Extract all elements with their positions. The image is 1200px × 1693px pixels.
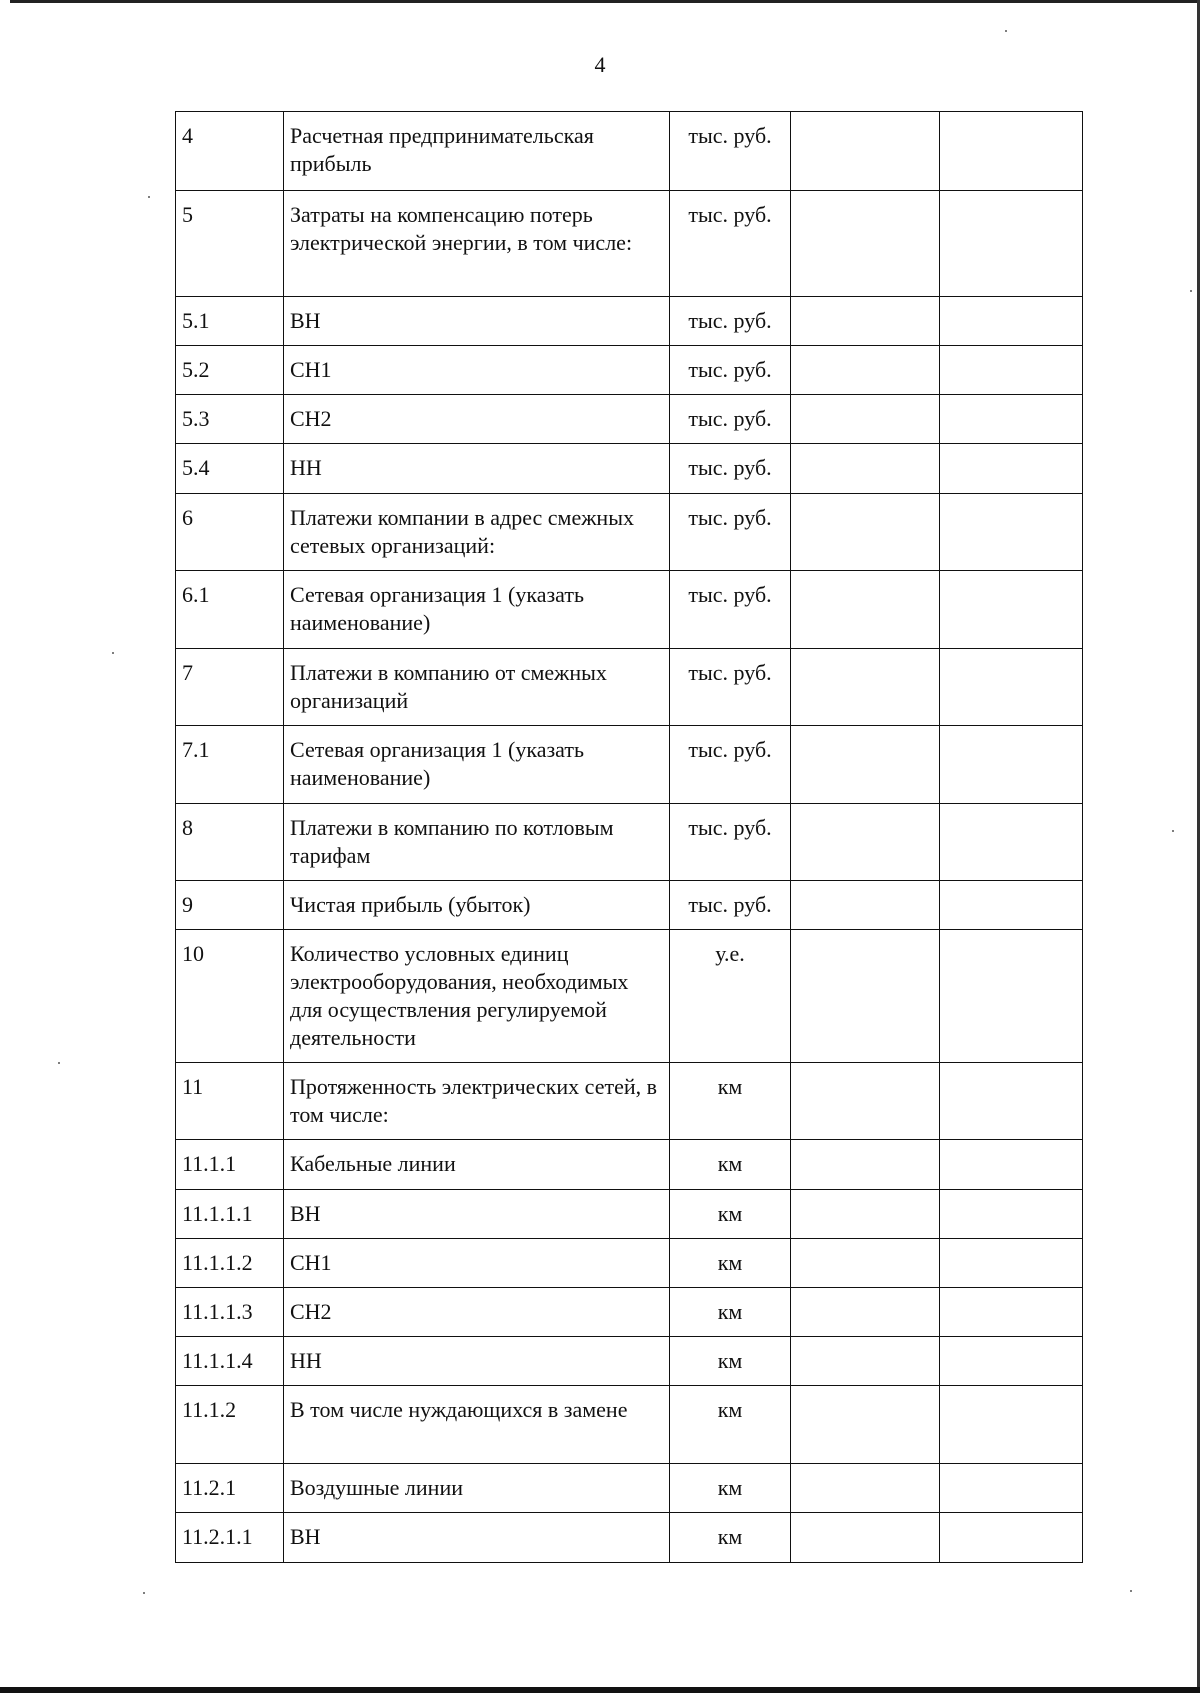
row-value-cell [791,112,940,191]
table-row [176,494,1083,571]
row-number: 11.1.1 [176,1140,284,1190]
row-indicator-name: СН1 [284,346,670,395]
row-unit: тыс. руб. [670,112,791,191]
row-indicator-name: Расчетная предпринимательская прибыль [284,112,670,191]
table-row [176,930,1083,1063]
row-value-cell [791,395,940,444]
row-indicator-name: СН1 [284,1239,670,1288]
row-number: 9 [176,881,284,930]
row-number: 10 [176,930,284,1063]
row-unit: тыс. руб. [670,297,791,346]
row-unit: тыс. руб. [670,649,791,726]
row-value-cell [791,191,940,297]
row-value-cell [940,346,1083,395]
row-unit: км [670,1386,791,1464]
row-indicator-name: Платежи компании в адрес смежных сетевых организаций: [284,494,670,571]
row-unit: км [670,1190,791,1239]
row-indicator-name: ВН [284,1190,670,1239]
row-value-cell [940,1140,1083,1190]
row-value-cell [940,881,1083,930]
table-row [176,1386,1083,1464]
table-row [176,297,1083,346]
row-value-cell [940,726,1083,804]
row-unit: км [670,1140,791,1190]
table-row [176,1288,1083,1337]
row-unit: тыс. руб. [670,191,791,297]
table-row [176,649,1083,726]
row-number: 11.2.1 [176,1464,284,1513]
row-unit: км [670,1513,791,1563]
row-value-cell [940,1190,1083,1239]
row-value-cell [940,571,1083,649]
row-value-cell [791,930,940,1063]
row-indicator-name: Воздушные линии [284,1464,670,1513]
row-indicator-name: Платежи в компанию от смежных организаций [284,649,670,726]
row-value-cell [791,571,940,649]
row-value-cell [940,112,1083,191]
row-number: 11.1.1.4 [176,1337,284,1386]
row-value-cell [791,726,940,804]
table-row [176,804,1083,881]
table-row [176,1239,1083,1288]
row-number: 11 [176,1063,284,1140]
row-value-cell [940,1464,1083,1513]
row-number: 5.1 [176,297,284,346]
row-value-cell [940,1288,1083,1337]
scan-speck [58,1062,60,1064]
row-number: 7.1 [176,726,284,804]
row-unit: тыс. руб. [670,804,791,881]
table-row [176,1337,1083,1386]
row-value-cell [791,494,940,571]
row-value-cell [791,444,940,494]
row-number: 11.1.1.2 [176,1239,284,1288]
scan-speck [148,196,150,198]
row-indicator-name: ВН [284,1513,670,1563]
scan-speck [1190,290,1192,292]
scan-edge-top [10,0,1200,3]
row-value-cell [940,649,1083,726]
row-unit: км [670,1239,791,1288]
row-indicator-name: СН2 [284,1288,670,1337]
row-number: 8 [176,804,284,881]
row-number: 5 [176,191,284,297]
row-indicator-name: В том числе нуждающихся в замене [284,1386,670,1464]
row-unit: тыс. руб. [670,571,791,649]
row-indicator-name: Протяженность электрических сетей, в том числе: [284,1063,670,1140]
row-unit: тыс. руб. [670,444,791,494]
table-row [176,346,1083,395]
row-value-cell [791,1190,940,1239]
row-unit: км [670,1063,791,1140]
row-value-cell [940,804,1083,881]
row-number: 5.4 [176,444,284,494]
row-value-cell [791,1239,940,1288]
scan-edge-bottom [0,1687,1200,1693]
row-value-cell [940,494,1083,571]
row-number: 11.2.1.1 [176,1513,284,1563]
row-indicator-name: Количество условных единиц электрооборудования, необходимых для осуществления регулируемой деятельности [284,930,670,1063]
row-number: 11.1.2 [176,1386,284,1464]
row-value-cell [940,1063,1083,1140]
row-unit: тыс. руб. [670,395,791,444]
table-row [176,571,1083,649]
row-value-cell [940,1386,1083,1464]
row-indicator-name: Чистая прибыль (убыток) [284,881,670,930]
row-unit: тыс. руб. [670,881,791,930]
row-value-cell [791,804,940,881]
row-value-cell [791,649,940,726]
row-number: 6.1 [176,571,284,649]
row-unit: тыс. руб. [670,346,791,395]
row-value-cell [791,1513,940,1563]
scan-speck [1172,830,1174,832]
row-number: 4 [176,112,284,191]
row-number: 5.3 [176,395,284,444]
row-number: 11.1.1.1 [176,1190,284,1239]
row-unit: тыс. руб. [670,494,791,571]
row-value-cell [791,1140,940,1190]
row-number: 5.2 [176,346,284,395]
table-row [176,1513,1083,1563]
row-indicator-name: Сетевая организация 1 (указать наименование) [284,726,670,804]
row-value-cell [940,395,1083,444]
row-value-cell [791,297,940,346]
data-table [175,111,1083,1563]
row-indicator-name: ВН [284,297,670,346]
table-row [176,112,1083,191]
row-indicator-name: Затраты на компенсацию потерь электрической энергии, в том числе: [284,191,670,297]
table-row [176,1464,1083,1513]
row-value-cell [940,297,1083,346]
table-row [176,395,1083,444]
page-number: 4 [594,52,606,77]
scan-speck [112,652,114,654]
row-indicator-name: Сетевая организация 1 (указать наименование) [284,571,670,649]
row-value-cell [940,191,1083,297]
row-value-cell [791,1337,940,1386]
row-value-cell [940,1337,1083,1386]
table-row [176,444,1083,494]
scan-speck [1005,30,1007,32]
scan-speck [1130,1590,1132,1592]
row-number: 11.1.1.3 [176,1288,284,1337]
row-unit: у.е. [670,930,791,1063]
table-row [176,191,1083,297]
table-row [176,1190,1083,1239]
row-indicator-name: НН [284,1337,670,1386]
row-unit: км [670,1288,791,1337]
row-value-cell [791,1464,940,1513]
scan-speck [143,1592,145,1594]
row-indicator-name: Платежи в компанию по котловым тарифам [284,804,670,881]
row-unit: км [670,1464,791,1513]
row-value-cell [791,881,940,930]
row-value-cell [940,930,1083,1063]
row-value-cell [940,1239,1083,1288]
row-value-cell [791,1063,940,1140]
row-value-cell [940,444,1083,494]
table-row [176,1063,1083,1140]
table-row [176,881,1083,930]
row-value-cell [791,346,940,395]
row-indicator-name: НН [284,444,670,494]
row-number: 6 [176,494,284,571]
row-number: 7 [176,649,284,726]
row-value-cell [791,1386,940,1464]
row-indicator-name: Кабельные линии [284,1140,670,1190]
row-unit: тыс. руб. [670,726,791,804]
table-row [176,726,1083,804]
row-indicator-name: СН2 [284,395,670,444]
table-row [176,1140,1083,1190]
row-unit: км [670,1337,791,1386]
row-value-cell [940,1513,1083,1563]
row-value-cell [791,1288,940,1337]
